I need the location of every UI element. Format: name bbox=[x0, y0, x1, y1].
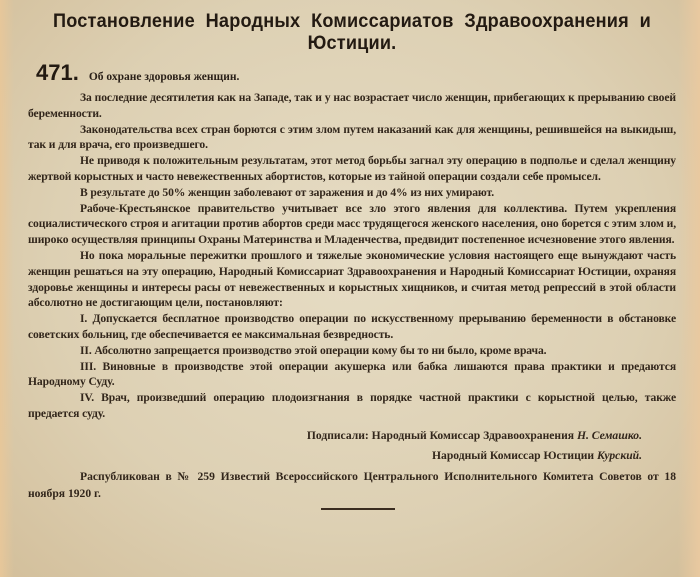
signature-label: Народный Комиссар Юстиции bbox=[432, 448, 595, 462]
paragraph: Не приводя к положительным результатам, этот метод борьбы загнал эту операцию в подполье и сделал женщину жертвой корыстных и часто невежественных абортистов, которые из тайной операции создали себе промысел. bbox=[28, 154, 676, 183]
clause-4: IV. Врач, произведший операцию плодоизгнания в порядке частной практики с корыстной целью, также предается суду. bbox=[28, 391, 676, 420]
article-title: Об охране здоровья женщин. bbox=[88, 71, 240, 83]
signature-label: Подписали: Народный Комиссар Здравоохранения bbox=[306, 428, 575, 442]
signatory-name: Курский. bbox=[597, 448, 642, 462]
paragraph: В результате до 50% женщин заболевают от заражения и до 4% из них умирают. bbox=[80, 185, 495, 199]
paragraph: Законодательства всех стран борются с этим злом путем наказаний как для женщины, решившейся на выкидыш, так и для врача, его произведшего. bbox=[28, 122, 676, 152]
decree-body bbox=[28, 90, 676, 422]
republication-note bbox=[28, 468, 676, 502]
signature-health-commissar bbox=[28, 426, 676, 446]
paragraph: Но пока моральные пережитки прошлого и тяжелые экономические условия настоящего еще вынуждают часть женщин решаться на эту операцию, Народный Комиссариат Здравоохранения и Народный Комиссариат Юстиции, охраняя здоровье женщины и интересы расы от невежественных и корыстных хищников, и считая метод репрессий в этой области абсолютно не достигающим цели, постановляют: bbox=[28, 248, 676, 310]
document-title bbox=[51, 10, 654, 54]
signature-justice-commissar bbox=[28, 446, 676, 466]
paragraph: Рабоче-Крестьянское правительство учитывает все зло этого явления для коллектива. Путем укрепления социалистического строя и агитации против абортов среди масс трудящегося женского населения, оно борется с этим злом и, широко осуществляя принципы Охраны Материнства и Младенчества, предвидит постепенное исчезновение этого явления. bbox=[28, 201, 676, 247]
clause-1: I. Допускается бесплатное производство операции по искусственному прерыванию беременности в обстановке советских больниц, где обеспечивается ее максимальная безвредность. bbox=[28, 312, 676, 341]
signatory-name: Н. Семашко. bbox=[576, 428, 642, 442]
closing-rule bbox=[321, 508, 395, 510]
paragraph: За последние десятилетия как на Западе, так и у нас возрастает число женщин, прибегающих к прерыванию своей беременности. bbox=[28, 91, 676, 120]
clause-2: II. Абсолютно запрещается производство этой операции кому бы то ни было, кроме врача. bbox=[80, 343, 547, 357]
article-number: 471. bbox=[36, 60, 79, 85]
title-line-2: Юстиции. bbox=[307, 32, 397, 54]
title-line-1: Постановление Народных Комиссариатов Здравоохранения и bbox=[53, 10, 651, 32]
clause-3: III. Виновные в производстве этой операции акушерка или бабка лишаются права практики и предаются Народному Суду. bbox=[28, 359, 676, 389]
republication-text: Распубликован в № 259 Известий Всероссийского Центрального Исполнительного Комитета Советов от 18 ноября 1920 г. bbox=[28, 469, 676, 500]
article-heading bbox=[28, 60, 676, 86]
